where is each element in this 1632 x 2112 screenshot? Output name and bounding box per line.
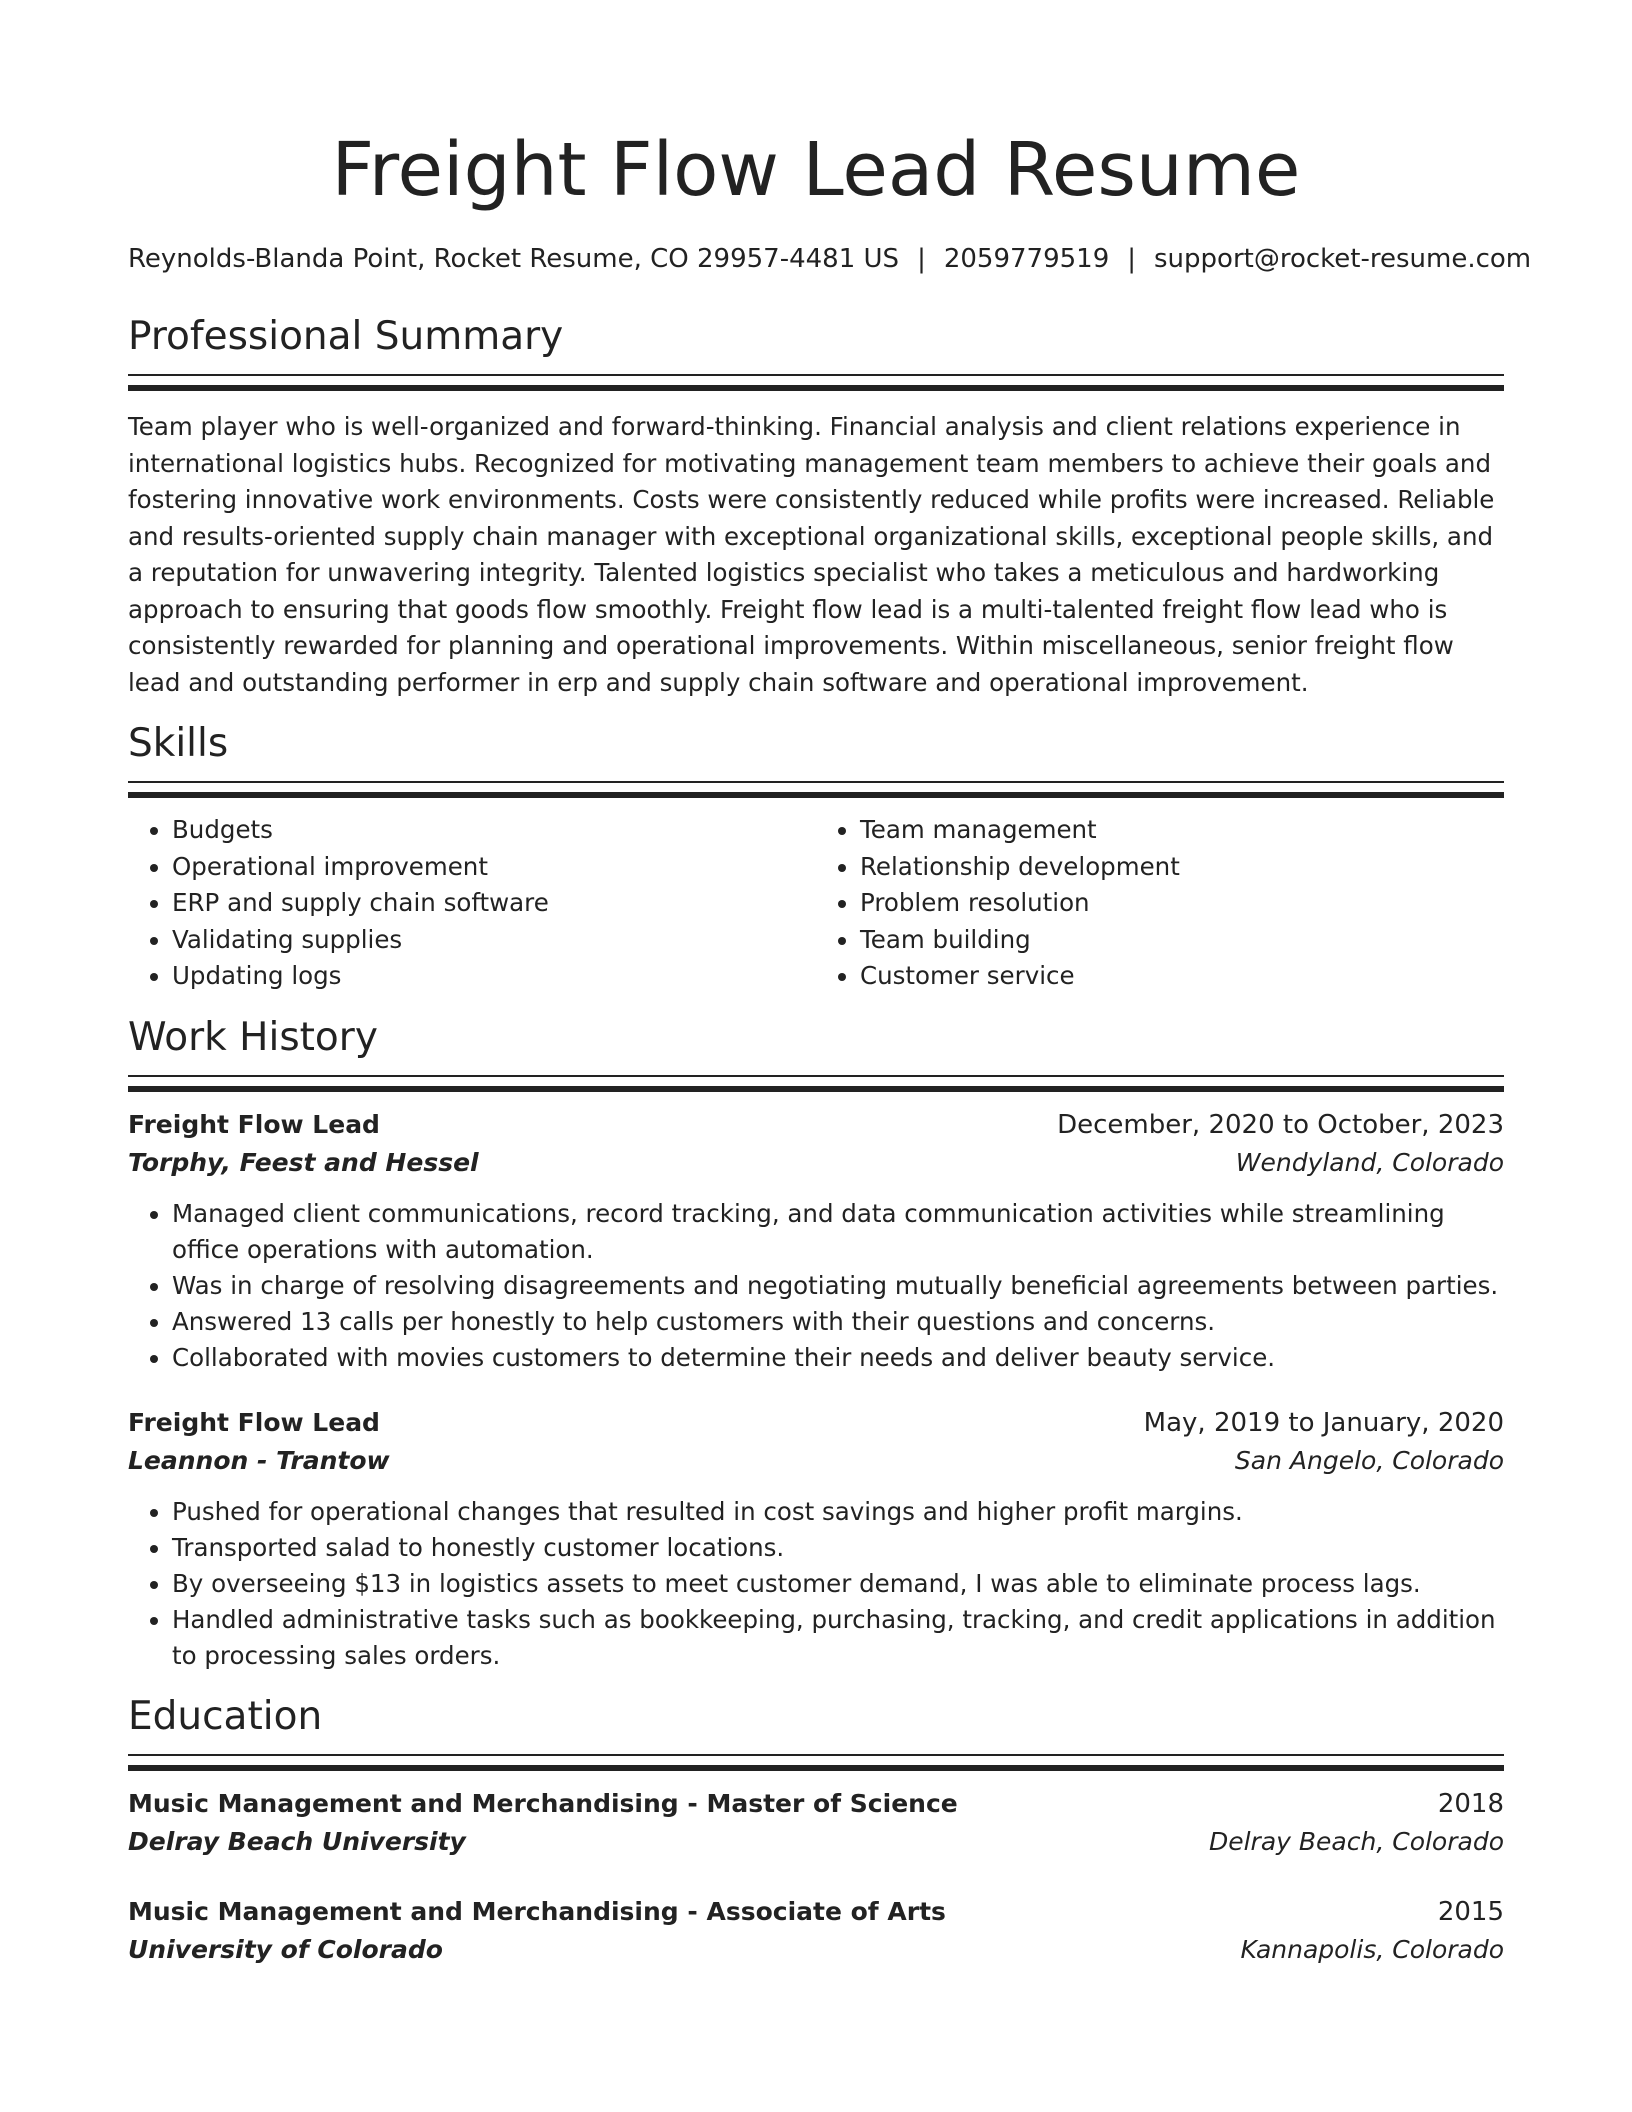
section-divider: [128, 1075, 1504, 1092]
job-bullet: • Handled administrative tasks such as bookkeeping, purchasing, tracking, and credit applications in addition to processing sales orders.: [172, 1602, 1504, 1674]
skills-columns: [128, 812, 1504, 995]
skill-item: • Updating logs: [172, 958, 816, 995]
skills-heading: Skills: [128, 721, 229, 766]
job-dates: December, 2020 to October, 2023: [1057, 1109, 1504, 1140]
job-bullets: [128, 1196, 1504, 1376]
skills-list-right: [816, 812, 1504, 995]
job-company: Leannon - Trantow: [128, 1445, 390, 1475]
skill-item: • Validating supplies: [172, 922, 816, 959]
education-entry: [128, 1893, 1504, 1969]
section-divider: [128, 374, 1504, 391]
section-divider: [128, 1754, 1504, 1771]
education-entry: [128, 1785, 1504, 1861]
summary-text: Team player who is well-organized and forward-thinking. Financial analysis and client relations experience in international logistics hubs. Recognized for motivating management team members to achieve their goals and fostering innovative work environments. Costs were consistently reduced while profits were increased. Reliable and results-oriented supply chain manager with exceptional organizational skills, exceptional people skills, and a reputation for unwavering integrity. Talented logistics specialist who takes a meticulous and hardworking approach to ensuring that goods flow smoothly. Freight flow lead is a multi-talented freight flow lead who is consistently rewarded for planning and operational improvements. Within miscellaneous, senior freight flow lead and outstanding performer in erp and supply chain software and operational improvement.: [128, 412, 1495, 697]
job-bullet: • Managed client communications, record tracking, and data communication activities while streamlining office operations with automation.: [172, 1196, 1504, 1268]
school-location: Delray Beach, Colorado: [1208, 1826, 1504, 1856]
skill-item: • Team building: [860, 922, 1504, 959]
job-entry: [128, 1404, 1504, 1674]
job-bullet: • Collaborated with movies customers to determine their needs and deliver beauty service.: [172, 1340, 1504, 1376]
contact-phone: 2059779519: [943, 244, 1110, 274]
contact-line: [128, 242, 1532, 276]
education-heading: Education: [128, 1693, 323, 1739]
job-title: Freight Flow Lead: [128, 1407, 380, 1437]
skills-list-left: [128, 812, 816, 995]
school-location: Kannapolis, Colorado: [1240, 1934, 1504, 1964]
degree-title: Music Management and Merchandising - Master of Science: [128, 1788, 958, 1818]
school-name: Delray Beach University: [128, 1826, 466, 1856]
job-bullet: • Was in charge of resolving disagreements and negotiating mutually beneficial agreements between parties.: [172, 1268, 1504, 1304]
work-heading: Work History: [128, 1014, 378, 1060]
job-location: Wendyland, Colorado: [1235, 1147, 1504, 1177]
job-bullet: • Pushed for operational changes that resulted in cost savings and higher profit margins.: [172, 1494, 1504, 1530]
skill-item: • Team management: [860, 812, 1504, 849]
education-section: [128, 1692, 1504, 1969]
skill-item: • Customer service: [860, 958, 1504, 995]
summary-heading: Professional Summary: [128, 314, 564, 359]
section-divider: [128, 781, 1504, 798]
job-bullet: • By overseeing $13 in logistics assets to meet customer demand, I was able to eliminate process lags.: [172, 1566, 1504, 1602]
degree-title: Music Management and Merchandising - Associate of Arts: [128, 1896, 946, 1926]
skills-section: [128, 719, 1504, 995]
skill-item: • Budgets: [172, 812, 816, 849]
job-company: Torphy, Feest and Hessel: [128, 1147, 479, 1177]
job-title: Freight Flow Lead: [128, 1109, 380, 1139]
summary-section: [128, 312, 1504, 701]
contact-email: support@rocket-resume.com: [1154, 244, 1532, 274]
graduation-year: 2015: [1437, 1896, 1504, 1927]
skill-item: • Relationship development: [860, 849, 1504, 886]
job-bullet: • Answered 13 calls per honestly to help customers with their questions and concerns.: [172, 1304, 1504, 1340]
resume-title: Freight Flow Lead Resume: [331, 127, 1301, 213]
graduation-year: 2018: [1437, 1788, 1504, 1819]
skill-item: • ERP and supply chain software: [172, 885, 816, 922]
job-bullet: • Transported salad to honestly customer locations.: [172, 1530, 1504, 1566]
job-bullets: [128, 1494, 1504, 1674]
school-name: University of Colorado: [128, 1934, 443, 1964]
contact-separator: |: [917, 244, 926, 274]
skill-item: • Problem resolution: [860, 885, 1504, 922]
work-section: [128, 1013, 1504, 1674]
contact-separator: |: [1127, 244, 1137, 274]
job-location: San Angelo, Colorado: [1234, 1445, 1504, 1475]
skill-item: • Operational improvement: [172, 849, 816, 886]
contact-address: Reynolds-Blanda Point, Rocket Resume, CO 29957-4481 US: [128, 244, 900, 274]
job-entry: [128, 1106, 1504, 1376]
job-dates: May, 2019 to January, 2020: [1143, 1407, 1504, 1438]
